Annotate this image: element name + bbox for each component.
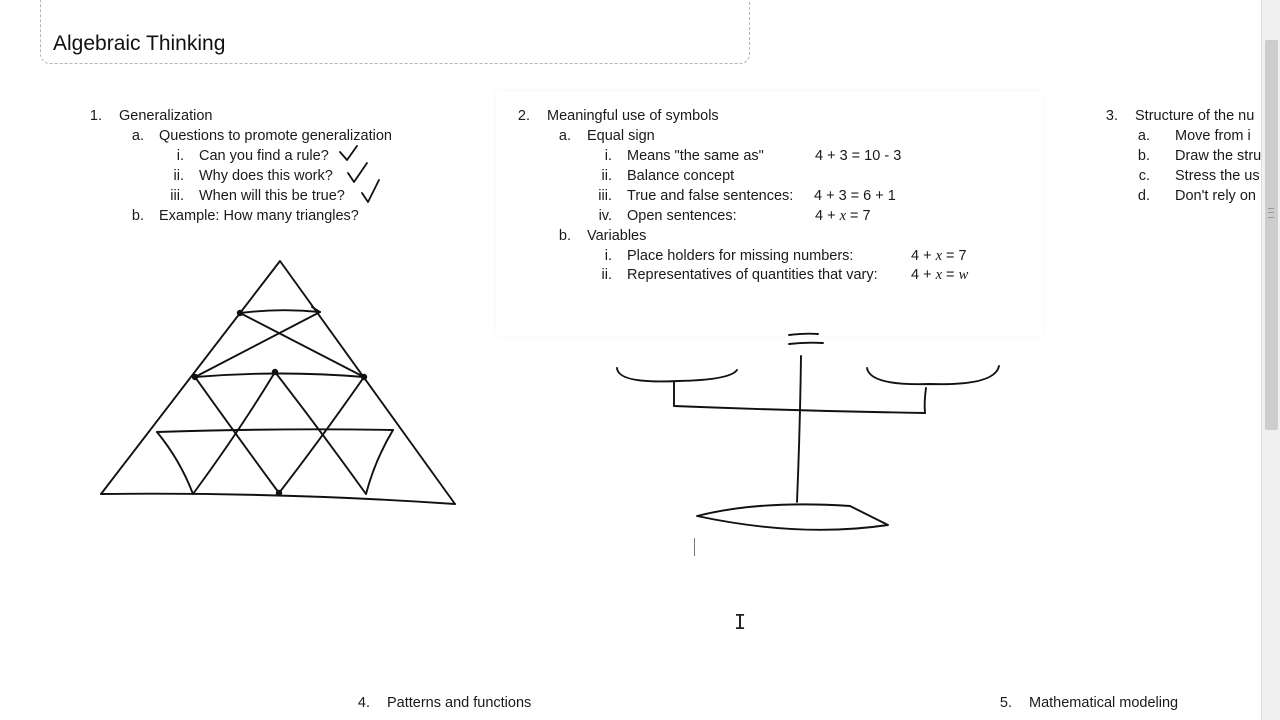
section2-a-marker: a. <box>558 128 571 144</box>
checkmark-icon <box>348 163 367 182</box>
math-prefix: 4 + <box>815 208 840 224</box>
variable-item-2-text[interactable]: Representatives of quantities that vary: <box>627 267 878 283</box>
text-cursor-icon: I <box>734 610 747 634</box>
section2-a-text[interactable]: Equal sign <box>587 128 655 144</box>
checkmark-icon <box>340 146 357 160</box>
triangle-diag-h <box>366 430 393 494</box>
triangle-diag-b <box>195 312 320 377</box>
triangle-outline <box>101 261 455 504</box>
section5-heading[interactable]: Mathematical modeling <box>1029 695 1179 711</box>
page-title[interactable]: Algebraic Thinking <box>53 32 226 55</box>
equal-item-4-math[interactable] <box>815 206 871 226</box>
vertex-dot <box>272 369 278 375</box>
math-variable-x: x <box>935 267 943 283</box>
question-1-text[interactable]: Can you find a rule? <box>199 148 329 164</box>
section3-d-marker: d. <box>1137 188 1150 204</box>
right-hanger <box>925 388 926 413</box>
triangle-sketch <box>101 261 455 504</box>
section1-b-marker: b. <box>131 208 144 224</box>
section1-heading[interactable]: Generalization <box>119 108 213 124</box>
triangle-diag-g <box>157 432 193 494</box>
variable-item-2-marker: ii. <box>601 267 612 283</box>
equal-item-1-text[interactable]: Means "the same as" <box>627 148 764 164</box>
question-2-text[interactable]: Why does this work? <box>199 168 333 184</box>
equals-bottom <box>789 343 823 344</box>
scale-base <box>697 504 888 529</box>
scrollbar-thumb[interactable] <box>1265 40 1278 430</box>
text-caret <box>694 538 695 556</box>
equal-item-2-text[interactable]: Balance concept <box>627 168 735 184</box>
equal-item-2-marker: ii. <box>601 168 612 184</box>
triangle-vertices <box>192 310 367 496</box>
triangle-diag-e <box>193 372 275 494</box>
vertex-dot <box>237 310 243 316</box>
vertex-dot <box>361 374 367 380</box>
variable-item-1-math[interactable] <box>911 246 967 266</box>
section1-number: 1. <box>89 108 102 124</box>
section4-number: 4. <box>357 695 370 711</box>
vertex-dot <box>192 374 198 380</box>
checkmarks <box>340 146 379 202</box>
section1-b-text[interactable]: Example: How many triangles? <box>159 208 359 224</box>
scrollbar-grip-icon <box>1268 208 1274 218</box>
section3-number: 3. <box>1105 108 1118 124</box>
section3-a-marker: a. <box>1137 128 1150 144</box>
section3-c-text[interactable]: Stress the us <box>1175 168 1260 184</box>
section3-b-marker: b. <box>1137 148 1150 164</box>
scale-beam <box>674 406 925 413</box>
triangle-tick <box>312 307 320 312</box>
question-2-marker: ii. <box>173 168 184 184</box>
section1-a-marker: a. <box>131 128 144 144</box>
equal-item-1-marker: i. <box>604 148 612 164</box>
triangle-diag-f <box>275 372 366 494</box>
equal-item-1-math[interactable]: 4 + 3 = 10 - 3 <box>815 148 902 164</box>
triangle-base <box>101 494 455 504</box>
section1-a-text[interactable]: Questions to promote generalization <box>159 128 392 144</box>
equal-item-3-math[interactable]: 4 + 3 = 6 + 1 <box>814 188 896 204</box>
section3-b-text[interactable]: Draw the stru <box>1175 148 1262 164</box>
right-pan <box>867 366 999 384</box>
section3-d-text[interactable]: Don't rely on <box>1175 188 1256 204</box>
math-prefix: 4 + <box>911 248 936 264</box>
math-variable-x: x <box>935 248 943 264</box>
triangle-diag-a <box>240 313 364 377</box>
variable-item-1-marker: i. <box>604 248 612 264</box>
vertical-scrollbar[interactable] <box>1261 0 1280 720</box>
section2-b-marker: b. <box>558 228 571 244</box>
variable-item-2-math[interactable] <box>911 265 968 285</box>
math-prefix: 4 + <box>911 267 936 283</box>
triangle-row-3 <box>157 429 393 432</box>
section3-c-marker: c. <box>1138 168 1150 184</box>
equal-item-3-marker: iii. <box>598 188 612 204</box>
math-variable-x: x <box>839 208 847 224</box>
balance-scale-sketch <box>617 334 999 530</box>
left-pan <box>617 368 737 381</box>
triangle-row-1 <box>240 310 320 313</box>
section3-a-text[interactable]: Move from i <box>1175 128 1251 144</box>
triangle-diag-d <box>279 377 364 493</box>
math-variable-w: w <box>958 267 969 283</box>
math-suffix: = 7 <box>846 208 871 224</box>
vertex-dot <box>276 490 282 496</box>
variable-item-1-text[interactable]: Place holders for missing numbers: <box>627 248 854 264</box>
equal-item-4-text[interactable]: Open sentences: <box>627 208 737 224</box>
checkmark-icon <box>362 180 379 202</box>
section2-b-text[interactable]: Variables <box>587 228 647 244</box>
section4-heading[interactable]: Patterns and functions <box>387 695 532 711</box>
triangle-diag-c <box>195 377 279 493</box>
equal-item-3-text[interactable]: True and false sentences: <box>627 188 794 204</box>
equal-item-4-marker: iv. <box>598 208 612 224</box>
section2-number: 2. <box>517 108 530 124</box>
section3-clip <box>1090 0 1262 720</box>
question-1-marker: i. <box>176 148 184 164</box>
question-3-marker: iii. <box>170 188 184 204</box>
scale-post <box>797 356 801 502</box>
math-suffix: = 7 <box>942 248 967 264</box>
section5-number: 5. <box>999 695 1012 711</box>
question-3-text[interactable]: When will this be true? <box>199 188 345 204</box>
math-mid: = <box>942 267 959 283</box>
triangle-row-2 <box>195 374 364 378</box>
section2-heading[interactable]: Meaningful use of symbols <box>547 108 719 124</box>
section3-heading[interactable]: Structure of the nu <box>1135 108 1255 124</box>
